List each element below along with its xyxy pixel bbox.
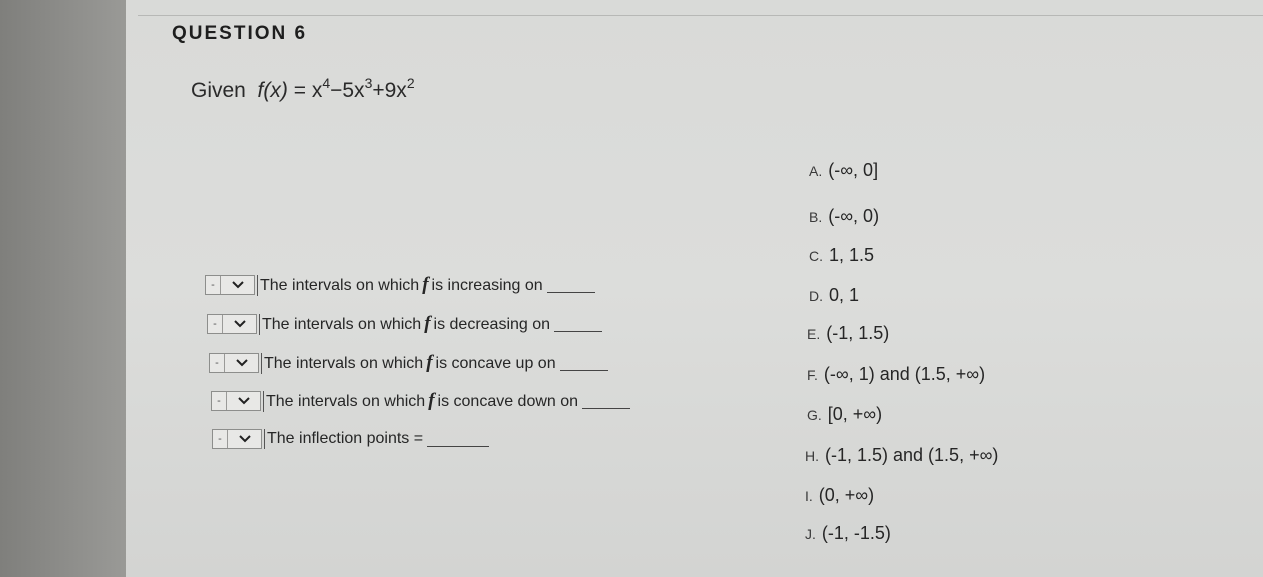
answer-option-e: E. (-1, 1.5) xyxy=(807,323,890,343)
answer-dropdown[interactable] xyxy=(205,275,255,295)
chevron-down-icon[interactable] xyxy=(225,359,258,367)
match-row-increasing xyxy=(205,274,595,296)
answer-dropdown[interactable] xyxy=(207,314,257,334)
statement-label: The intervals on which f is concave up on xyxy=(261,353,556,374)
answer-option-h: H. (-1, 1.5) and (1.5, +∞) xyxy=(805,445,999,465)
statement-label: The intervals on which f is concave down on xyxy=(263,391,578,412)
match-row-concave-down xyxy=(211,390,630,412)
match-row-inflection xyxy=(212,428,489,450)
dropdown-value: - xyxy=(212,392,227,410)
dropdown-value: - xyxy=(208,315,223,333)
given-label: Given xyxy=(191,79,246,102)
term-2: $-5x^3$ xyxy=(330,75,373,102)
equals-sign: = xyxy=(293,79,306,102)
match-row-decreasing xyxy=(207,313,602,335)
term-1: $x^4$ xyxy=(311,75,331,102)
dropdown-value: - xyxy=(206,276,221,294)
answer-blank xyxy=(554,317,602,332)
answer-option-a: A. (-∞, 0] xyxy=(809,160,879,180)
answer-option-g: G. [0, +∞) xyxy=(807,404,883,424)
answer-option-j: J. (-1, -1.5) xyxy=(805,523,891,543)
function-name: f(x) xyxy=(257,79,288,102)
dropdown-value: - xyxy=(210,354,225,372)
question-title: QUESTION 6 xyxy=(172,23,308,44)
dropdown-value: - xyxy=(213,430,228,448)
statement-label: The intervals on which f is decreasing on xyxy=(259,314,550,335)
term-3: $+9x^2$ xyxy=(372,75,415,102)
chevron-down-icon[interactable] xyxy=(228,435,261,443)
answer-option-c: C. 1, 1.5 xyxy=(809,245,875,265)
chevron-down-icon[interactable] xyxy=(221,281,254,289)
statement-label: The intervals on which f is increasing on xyxy=(257,275,543,296)
answer-dropdown[interactable] xyxy=(209,353,259,373)
answer-blank xyxy=(560,356,608,371)
answer-option-i: I. (0, +∞) xyxy=(805,485,875,505)
background-edge xyxy=(0,0,128,577)
answer-blank xyxy=(547,278,595,293)
question-prompt xyxy=(191,75,415,103)
answer-option-f: F. (-∞, 1) and (1.5, +∞) xyxy=(807,364,986,384)
answer-option-b: B. (-∞, 0) xyxy=(809,206,880,226)
divider xyxy=(138,15,1263,16)
answer-blank xyxy=(582,394,630,409)
chevron-down-icon[interactable] xyxy=(223,320,256,328)
answer-option-d: D. 0, 1 xyxy=(809,285,860,305)
match-row-concave-up xyxy=(209,352,608,374)
answer-blank xyxy=(427,432,489,447)
answer-dropdown[interactable] xyxy=(211,391,261,411)
statement-label: The inflection points = xyxy=(264,429,423,449)
chevron-down-icon[interactable] xyxy=(227,397,260,405)
answer-dropdown[interactable] xyxy=(212,429,262,449)
